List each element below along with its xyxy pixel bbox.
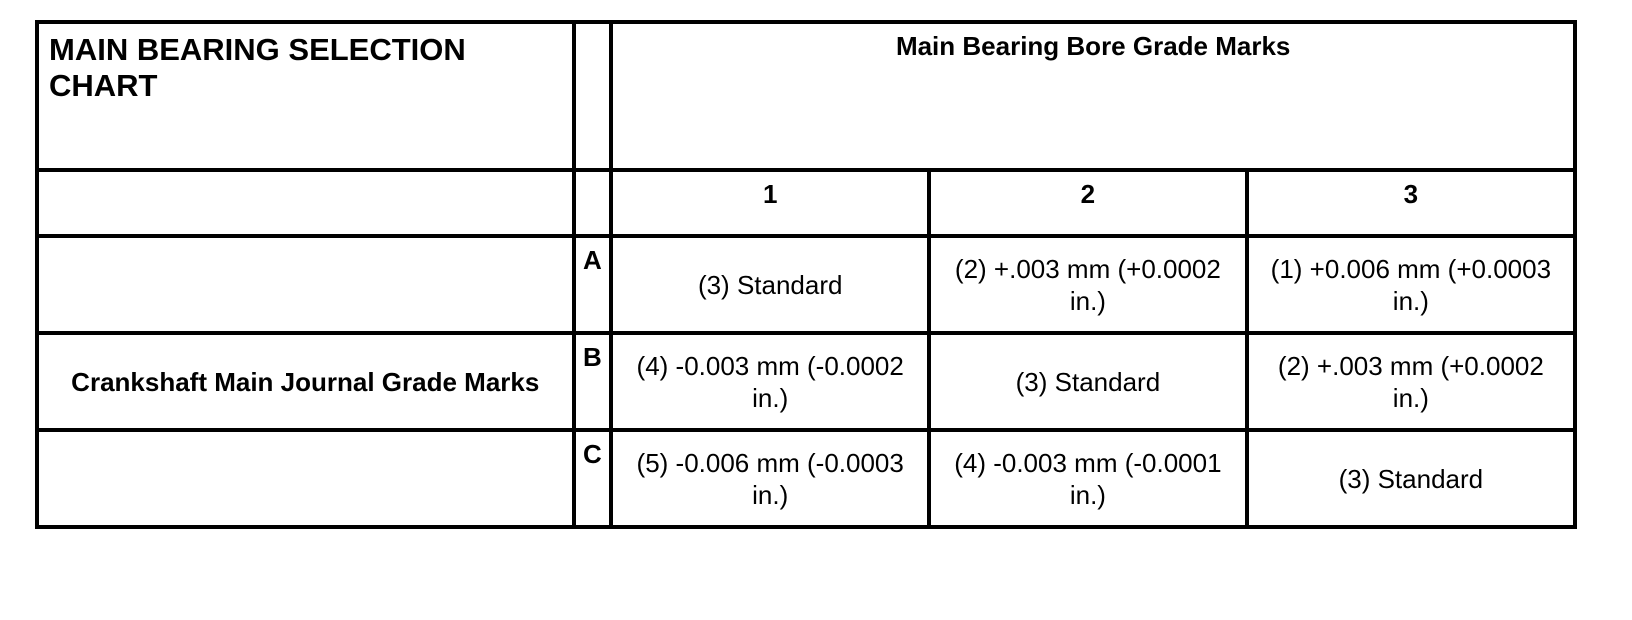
column-grade-row bbox=[37, 170, 1575, 236]
row-letter-c: C bbox=[574, 430, 612, 527]
value-cell-c2: (4) -0.003 mm (-0.0001 in.) bbox=[929, 430, 1247, 527]
value-cell-b2: (3) Standard bbox=[929, 333, 1247, 430]
value-cell-b1: (4) -0.003 mm (-0.0002 in.) bbox=[611, 333, 929, 430]
table-row bbox=[37, 333, 1575, 430]
journal-grade-header: Crankshaft Main Journal Grade Marks bbox=[37, 333, 574, 430]
value-cell-b3: (2) +.003 mm (+0.0002 in.) bbox=[1247, 333, 1575, 430]
column-header-1: 1 bbox=[611, 170, 929, 236]
bore-grade-header: Main Bearing Bore Grade Marks bbox=[611, 22, 1575, 170]
spacer-cell bbox=[574, 22, 612, 170]
empty-cell bbox=[37, 430, 574, 527]
main-bearing-selection-table bbox=[35, 20, 1577, 529]
table-row bbox=[37, 236, 1575, 333]
row-letter-b: B bbox=[574, 333, 612, 430]
value-cell-a3: (1) +0.006 mm (+0.0003 in.) bbox=[1247, 236, 1575, 333]
value-cell-a1: (3) Standard bbox=[611, 236, 929, 333]
value-cell-a2: (2) +.003 mm (+0.0002 in.) bbox=[929, 236, 1247, 333]
column-header-3: 3 bbox=[1247, 170, 1575, 236]
row-letter-a: A bbox=[574, 236, 612, 333]
empty-cell bbox=[37, 236, 574, 333]
value-cell-c1: (5) -0.006 mm (-0.0003 in.) bbox=[611, 430, 929, 527]
table-header-row bbox=[37, 22, 1575, 170]
column-header-2: 2 bbox=[929, 170, 1247, 236]
table-row bbox=[37, 430, 1575, 527]
spacer-cell bbox=[574, 170, 612, 236]
value-cell-c3: (3) Standard bbox=[1247, 430, 1575, 527]
empty-cell bbox=[37, 170, 574, 236]
chart-title: MAIN BEARING SELECTION CHART bbox=[37, 22, 574, 170]
